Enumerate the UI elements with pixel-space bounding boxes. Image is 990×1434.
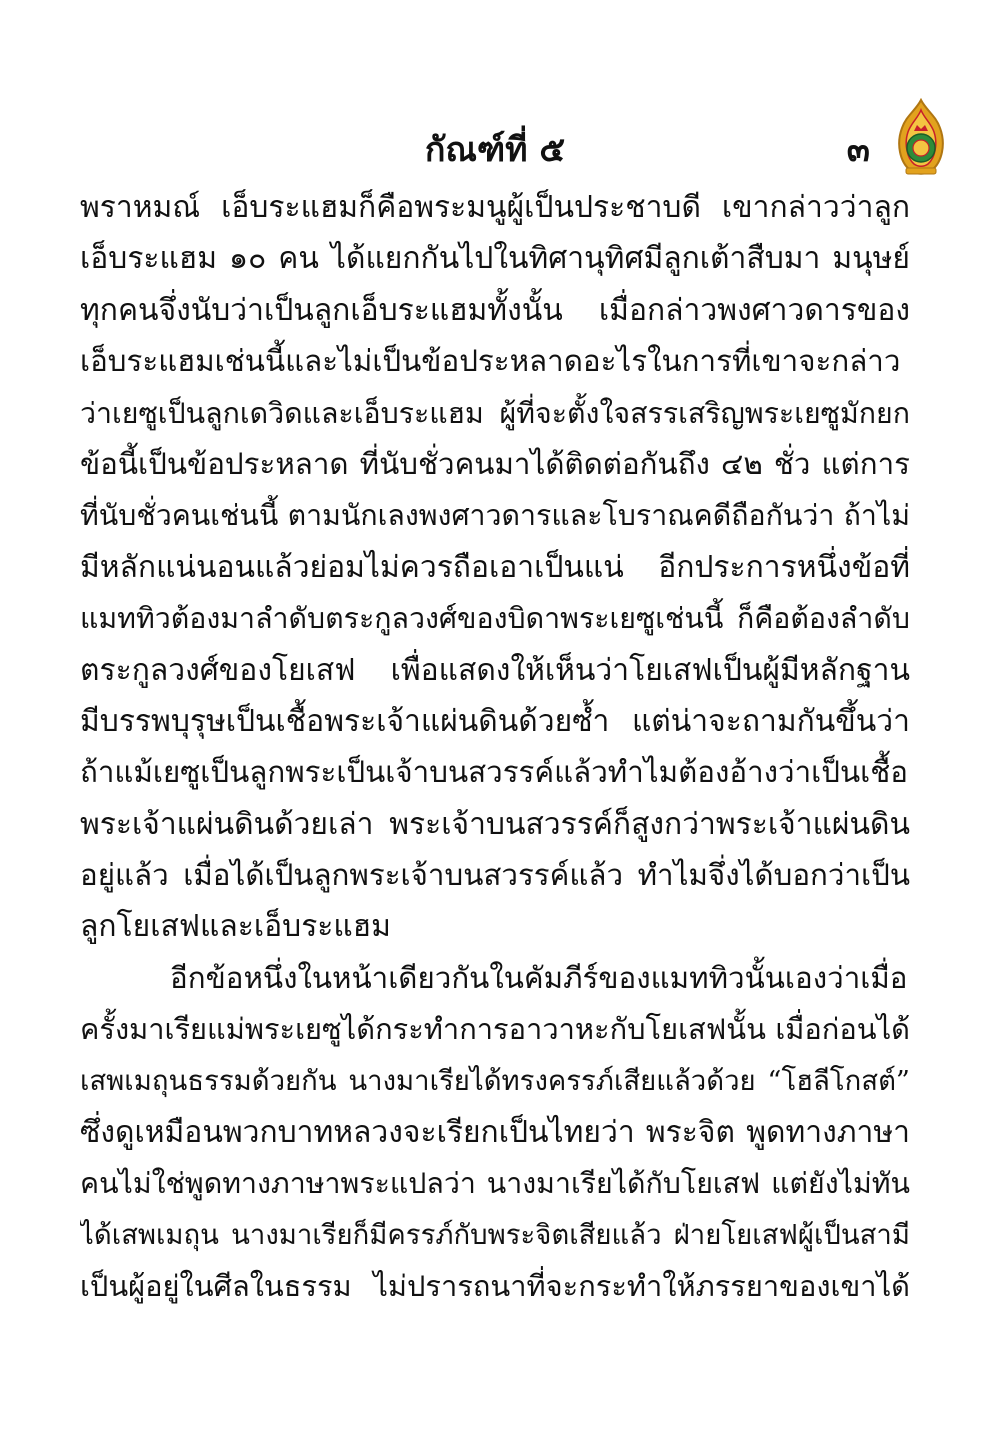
text-line: เป็นผู้อยู่ในศีลในธรรม ไม่ปรารถนาที่จะกระทำให้ภรรยาของเขาได้	[80, 1269, 910, 1304]
text-line: คนไม่ใช่พูดทางภาษาพระแปลว่า นางมาเรียได้กับโยเสฟ แต่ยังไม่ทัน	[80, 1167, 910, 1201]
text-line-paragraph-start: อีกข้อหนึ่งในหน้าเดียวกันในคัมภีร์ของแมททิวนั้นเองว่าเมื่อ	[170, 960, 908, 995]
text-line: พระเจ้าแผ่นดินด้วยเล่า พระเจ้าบนสวรรค์ก็สูงกว่าพระเจ้าแผ่นดิน	[80, 806, 910, 842]
text-line: เอ็บระแฮม ๑๐ คน ได้แยกกันไปในทิศานุทิศมีลูกเต้าสืบมา มนุษย์	[80, 241, 910, 277]
royal-emblem-icon	[892, 98, 950, 178]
text-line-paragraph-end: ลูกโยเสฟและเอ็บระแฮม	[80, 909, 391, 945]
page-header	[0, 128, 990, 178]
text-line: มีหลักแน่นอนแล้วย่อมไม่ควรถือเอาเป็นแน่ อีกประการหนึ่งข้อที่	[80, 549, 910, 585]
text-line: ที่นับชั่วคนเช่นนี้ ตามนักเลงพงศาวดารและโบราณคดีถือกันว่า ถ้าไม่	[80, 499, 910, 533]
page-number: ๓	[846, 130, 870, 170]
text-line: แมททิวต้องมาลำดับตระกูลวงศ์ของบิดาพระเยซูเช่นนี้ ก็คือต้องลำดับ	[80, 602, 910, 636]
text-line: ครั้งมาเรียแม่พระเยซูได้กระทำการอาวาหะกับโยเสฟนั้น เมื่อก่อนได้	[80, 1012, 910, 1047]
text-line: ว่าเยซูเป็นลูกเดวิดและเอ็บระแฮม ผู้ที่จะตั้งใจสรรเสริญพระเยซูมักยก	[80, 396, 910, 430]
text-line: ตระกูลวงศ์ของโยเสฟ เพื่อแสดงให้เห็นว่าโยเสฟเป็นผู้มีหลักฐาน	[80, 652, 910, 688]
text-line: พราหมณ์ เอ็บระแฮมก็คือพระมนูผู้เป็นประชาบดี เขากล่าวว่าลูก	[80, 190, 910, 225]
emblem-core	[913, 140, 929, 156]
text-line: ถ้าแม้เยซูเป็นลูกพระเป็นเจ้าบนสวรรค์แล้วทำไมต้องอ้างว่าเป็นเชื้อ	[80, 755, 908, 790]
emblem-base	[906, 168, 936, 174]
text-line: ซึ่งดูเหมือนพวกบาทหลวงจะเรียกเป็นไทยว่า พระจิต พูดทางภาษา	[80, 1115, 910, 1151]
text-line: ได้เสพเมถุน นางมาเรียก็มีครรภ์กับพระจิตเสียแล้ว ฝ่ายโยเสฟผู้เป็นสามี	[80, 1218, 910, 1251]
text-line: ทุกคนจึ่งนับว่าเป็นลูกเอ็บระแฮมทั้งนั้น เมื่อกล่าวพงศาวดารของ	[80, 292, 910, 328]
body-text	[80, 182, 910, 1313]
chapter-title: กัณฑ์ที่ ๕	[424, 130, 566, 170]
text-line: มีบรรพบุรุษเป็นเชื้อพระเจ้าแผ่นดินด้วยซ้ำ แต่น่าจะถามกันขึ้นว่า	[80, 703, 910, 739]
text-line: ข้อนี้เป็นข้อประหลาด ที่นับชั่วคนมาได้ติดต่อกันถึง ๔๒ ชั่ว แต่การ	[80, 446, 910, 481]
text-line: อยู่แล้ว เมื่อได้เป็นลูกพระเจ้าบนสวรรค์แล้ว ทำไมจึ่งได้บอกว่าเป็น	[80, 858, 910, 893]
text-line: เอ็บระแฮมเช่นนี้และไม่เป็นข้อประหลาดอะไรในการที่เขาจะกล่าว	[80, 344, 901, 379]
text-line: เสพเมถุนธรรมด้วยกัน นางมาเรียได้ทรงครรภ์เสียแล้วด้วย “โฮลีโกสต์”	[80, 1064, 910, 1097]
